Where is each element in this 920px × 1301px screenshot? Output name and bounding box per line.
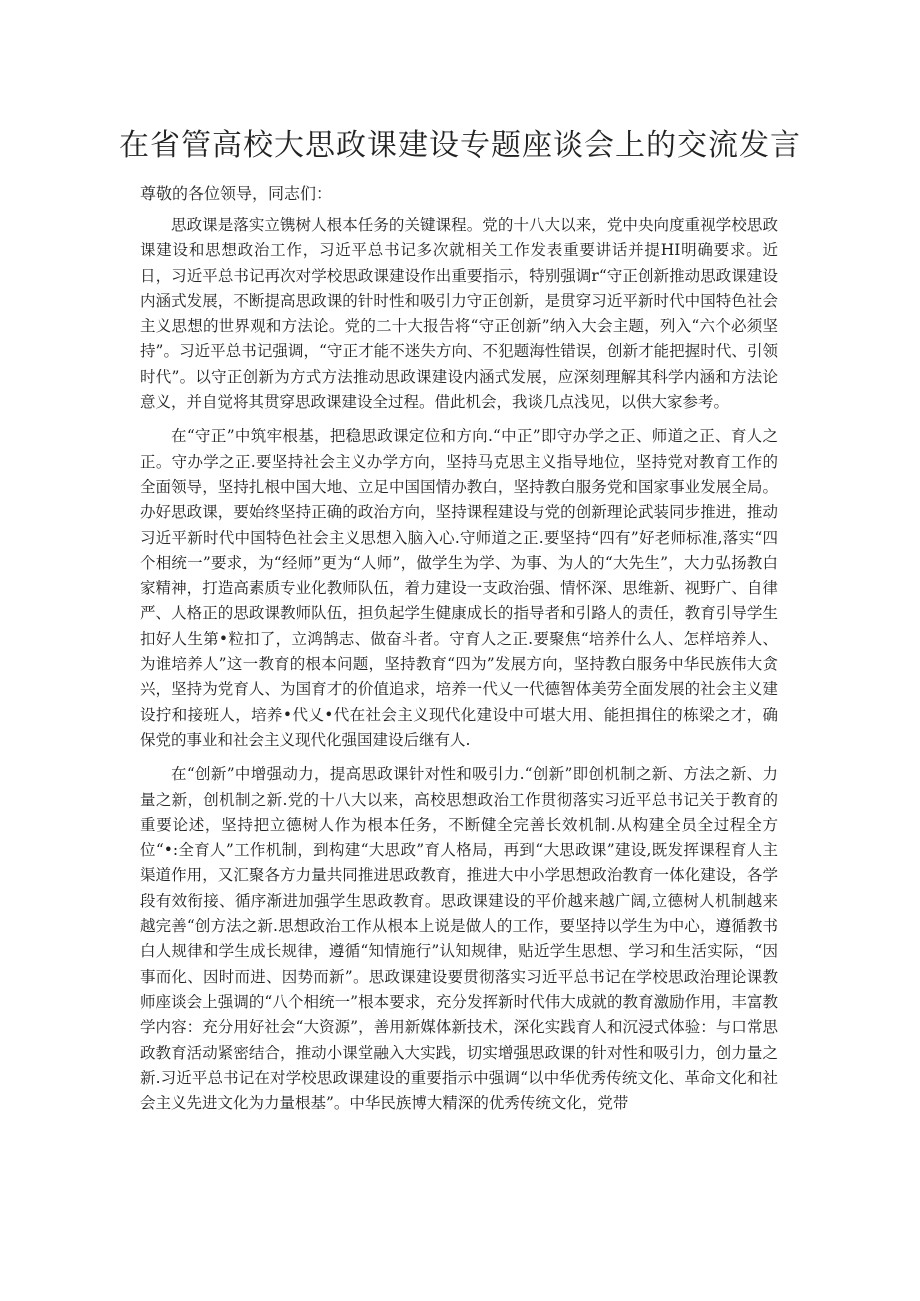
paragraph-shouzheng: 在“守正”中筑牢根基，把稳思政课定位和方向.“中正”即守办学之正、师道之正、育人之正。守办学之正.要坚持社会主义办学方向，坚持马克思主义指导地位，坚持党对教育工作的全面领导，坚持扎根中国大地、立足中国国情办教白，坚持教白服务党和国家事业发展全局。办好思政课，要始终坚持正确的政治方向，坚持课程建设与党的创新理论武装同步推进，推动习近平新时代中国特色社会主义思想入脑入心.守师道之正.要坚持“四有”好老师标准,落实“四个相统一”要求，为“经师”更为“人师”，做学生为学、为事、为人的“大先生”，大力弘扬教白家精神，打造高素质专业化教师队伍，着力建设一支政治强、情怀深、思维新、视野广、自律严、人格正的思政课教师队伍，担负起学生健康成长的指导者和引路人的责任，教育引导学生扣好人生第•粒扣了，立鸿鹄志、做奋斗者。守育人之正.要聚焦“培养什么人、怎样培养人、为谁培养人”这一教育的根本问题，坚持教育“四为”发展方向，坚持教白服务中华民族伟大贪兴，坚持为党育人、为国育才的价值追求，培养一代乂一代德智体美劳全面发展的社会主义建设拧和接班人，培养•代乂•代在社会主义现代化建设中可堪大用、能担揖住的栋梁之才，确保党的事业和社会主义现代化强国建设后继有人. <box>140 427 778 749</box>
document-body <box>140 213 778 1125</box>
paragraph-chuangxin: 在“创新”中增强动力，提高思政课针对性和吸引力.“创新”即创机制之新、方法之新、力量之新，创机制之新.党的十八大以来，高校思想政治工作贯彻落实习近平总书记关于教育的重要论述，坚持把立德树人作为根本任务，不断健全完善长效机制.从构建全员全过程全方位“•:全育人”工作机制，到构建“大思政”育人格局，再到“大思政课”建设,既发挥课程育人主渠道作用，又汇聚各方力量共同推进思政教育，推进大中小学思想政治教育一体化建设，各学段有效衔接、循序渐进加强学生思政教育。思政课建设的平价越来越广阔,立德树人机制越来越完善“创方法之新.思想政治工作从根本上说是做人的工作，要坚持以学生为中心，遵循教书白人规律和学生成长规律，遵循“知情施行”认知规律，贴近学生思想、学习和生活实际，“因事而化、因时而进、因势而新”。思政课建设要贯彻落实习近平总书记在学校思政治理论课教师座谈会上强调的“八个相统一”根本要求，充分发挥新时代伟大成就的教育激励作用，丰富教学内容：充分用好社会“大资源”，善用新媒体新技术，深化实践育人和沉浸式体验：与口常思政教育活动紧密结合，推动小课堂融入大实践，切实增强思政课的针对性和吸引力，创力量之新.习近平总书记在对学校思政课建设的重要指示中强调“以中华优秀传统文化、革命文化和社会主义先进文化为力量根基”。中华民族博大精深的优秀传统文化，党带 <box>140 765 778 1113</box>
salutation: 尊敬的各位领导，同志们： <box>140 184 333 203</box>
document-title: 在省管高校大思政课建设专题座谈会上的交流发言 <box>119 128 801 163</box>
paragraph-intro: 思政课是落实立镌树人根本任务的关键课程。党的十八大以来，党中央向度重视学校思政课建设和思想政治工作，习近平总书记多次就相关工作发表重要讲话并提HI明确要求。近日，习近平总书记再次对学校思政课建设作出重要指示，特别强调r“守正创新推动思政课建设内涵式发展，不断提高思政课的针时性和吸引力守正创新，是贯穿习近平新时代中国特色社会主义思想的世界观和方法论。党的二十大报告将“守正创新”纳入大会主题，列入“六个必须坚持”。习近平总书记强调，“守正才能不迷失方向、不犯题海性错误，创新才能把握时代、引领时代”。以守正创新为方式方法推动思政课建设内涵式发展，应深刻理解其科学内涵和方法论意义，并自觉将其贯穿思政课建设全过程。借此机会，我谈几点浅见，以供大家参考。 <box>140 216 778 412</box>
